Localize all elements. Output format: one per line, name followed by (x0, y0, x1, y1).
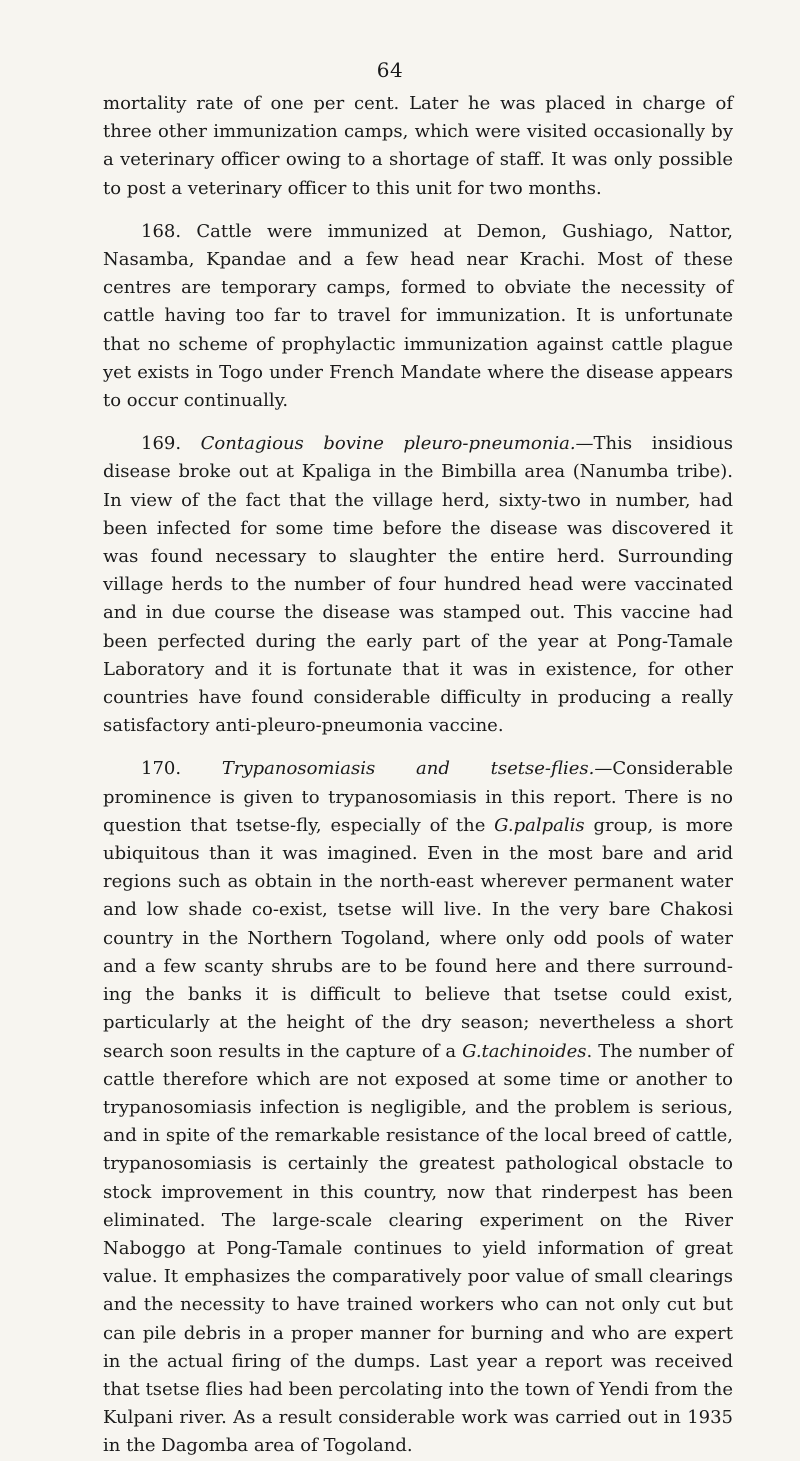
paragraph-title: Contagious bovine pleuro-pneumonia. (200, 433, 576, 455)
paragraph-text: —This insidious disease broke out at Kpaliga in the Bimbilla area (Nanumba tribe). In view of the fact that the village herd, sixty-two in number, had been infected for some time before the disease was discovered it was found necessary to slaughter the entire herd. Surrounding village herds to the number of four hundred head were vaccinated and in due course the disease was stamped out. This vaccine had been perfected during the early part of the year at Pong-Tamale Laboratory and it is fortunate that it was in existence, for other countries have found considerable difficulty in producing a really satisfactory anti-pleuro-pneumonia vaccine. (103, 433, 733, 737)
paragraph-169 (103, 430, 733, 740)
body-text (103, 90, 733, 1461)
paragraph-text: mortality rate of one per cent. Later he was placed in charge of three other immunization camps, which were visited occasionally by a veterinary officer owing to a shortage of staff. It was only possible to post a veterinary officer to this unit for two months. (103, 93, 733, 199)
paragraph-text: —Considerable prominence is given to trypanosomiasis in this report. There is no question that tsetse-fly, especially of the (103, 758, 733, 836)
paragraph-168 (103, 218, 733, 415)
paragraph-number: 168. (141, 220, 182, 242)
paragraph-number: 169. (141, 433, 182, 455)
species-name: G.tachinoides (462, 1040, 587, 1062)
paragraph-number: 170. (141, 758, 182, 780)
species-name: G.palpalis (494, 814, 585, 836)
paragraph-text: . The number of cattle therefore which are not exposed at some time or another to trypanosomiasis infection is negligible, and the problem is serious, and in spite of the remarkable resistance of the local breed of cattle, trypanosomiasis is certainly the greatest pathological obstacle to stock improvement in this country, now that rinderpest has been eliminated. The large-scale clearing experiment on the River Naboggo at Pong-Tamale continues to yield information of great value. It emphasizes the comparatively poor value of small clearings and the necessity to have trained workers who can not only cut but can pile debris in a proper manner for burning and who are expert in the actual firing of the dumps. Last year a report was received that tsetse flies had been percolating into the town of Yendi from the Kulpani river. As a result considerable work was carried out in 1935 in the Dagomba area of Togoland. (103, 1040, 734, 1457)
paragraph-170 (103, 755, 733, 1460)
paragraph-title: Trypanosomiasis and tsetse-flies. (221, 758, 595, 780)
paragraph-continuation (103, 90, 733, 203)
paragraph-text: group, is more ubiquitous than it was imagined. Even in the most bare and arid regions such as obtain in the north-east wherever permanent water and low shade co-exist, tsetse will live. In the very bare Chakosi country in the Northern Togoland, where only odd pools of water and a few scanty shrubs are to be found here and there surround-ing the banks it is difficult to believe that tsetse could exist, particularly at the height of the dry season; nevertheless a short search soon results in the capture of a (103, 814, 733, 1062)
page-number: 64 (376, 58, 404, 82)
paragraph-text: Cattle were immunized at Demon, Gushiago, Nattor, Nasamba, Kpandae and a few head near Krachi. Most of these centres are temporary camps, formed to obviate the necessity of cattle having too far to travel for immunization. It is unfortunate that no scheme of prophylactic immunization against cattle plague yet exists in Togo under French Mandate where the disease appears to occur continually. (103, 220, 733, 412)
